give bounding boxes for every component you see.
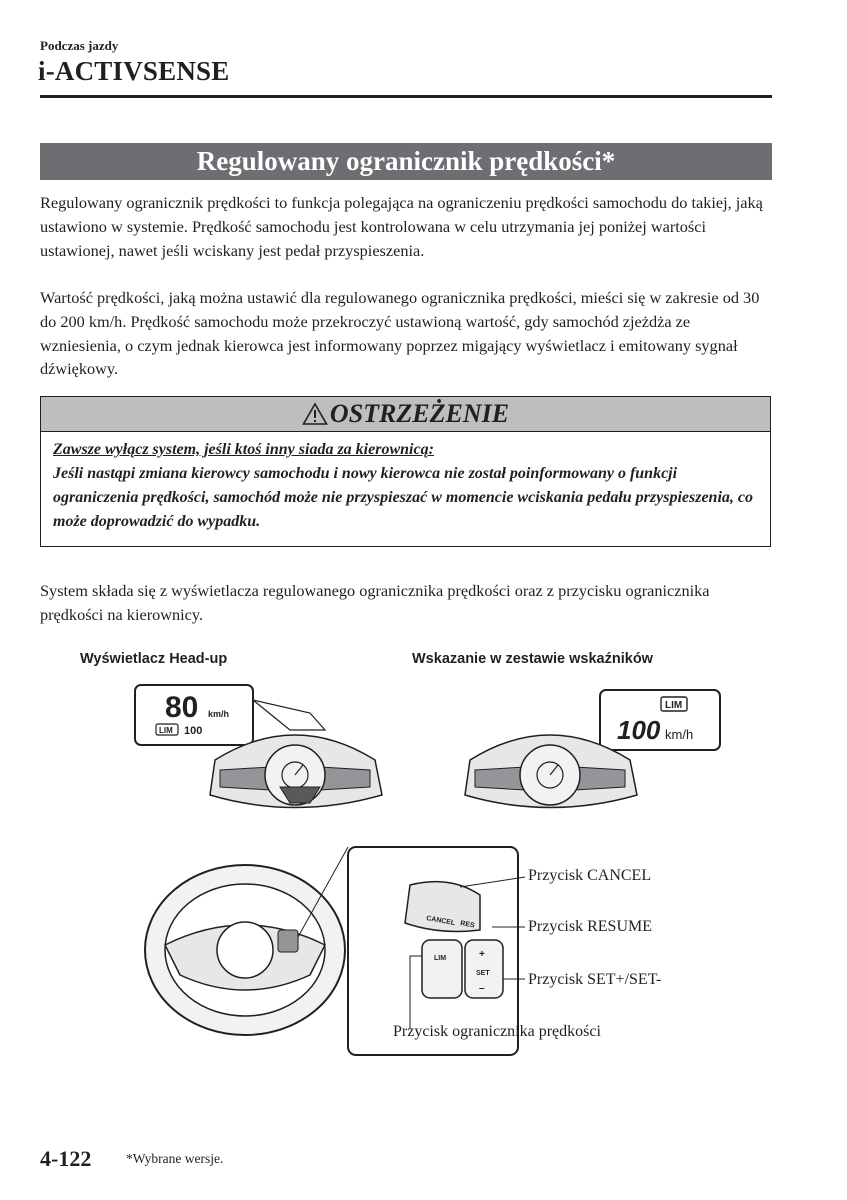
page-title: Regulowany ogranicznik prędkości* <box>40 143 772 180</box>
system-figure <box>120 675 740 1085</box>
hud-unit: km/h <box>208 709 230 719</box>
switch-res-text: RES <box>459 920 476 930</box>
hud-set-speed: 100 <box>184 725 203 737</box>
cluster-speed: 100 <box>617 715 661 745</box>
warning-box <box>40 396 771 547</box>
hud-display-illustration <box>135 685 382 808</box>
steering-wheel-illustration <box>145 847 348 1035</box>
cancel-callout: Przycisk CANCEL <box>528 867 652 884</box>
resume-callout: Przycisk RESUME <box>528 918 652 935</box>
switch-set-text: SET <box>476 970 490 977</box>
footnote: *Wybrane wersje. <box>126 1151 224 1166</box>
switch-minus-text: – <box>479 983 485 994</box>
chapter-title: i-ACTIVSENSE <box>38 56 230 86</box>
intro-paragraph: Regulowany ogranicznik prędkości to funkcja polegająca na ograniczeniu prędkości samochodu do takiej, jaką ustawiono w systemie. Prędkość samochodu jest kontrolowana w celu utrzymania jej poniżej wartości ustawionej, nawet jeśli wciskany jest pedał przyspieszenia. <box>40 193 763 260</box>
limiter-callout: Przycisk ogranicznika prędkości <box>393 1023 601 1040</box>
cluster-display-illustration <box>465 690 720 808</box>
switch-cancel-text: CANCEL <box>425 915 456 928</box>
warning-header <box>41 397 770 432</box>
hud-lim: LIM <box>159 726 173 735</box>
warning-heading: OSTRZEŻENIE <box>329 399 510 428</box>
header-rule <box>40 95 772 98</box>
system-paragraph: System składa się z wyświetlacza regulowanego ogranicznika prędkości oraz z przycisku ogranicznika prędkości na kierownicy. <box>40 581 710 624</box>
hud-label: Wyświetlacz Head-up <box>80 651 228 667</box>
cluster-label: Wskazanie w zestawie wskaźników <box>412 651 653 667</box>
warning-triangle-icon <box>302 402 328 426</box>
range-paragraph: Wartość prędkości, jaką można ustawić dla regulowanego ogranicznika prędkości, mieści się w zakresie od 30 do 200 km/h. Prędkość samochodu może przekroczyć ustawioną wartość, gdy samochód zjeżdża ze wzniesienia, o czym jednak kierowca jest informowany poprzez migający wyświetlacz i emitowany sygnał dźwiękowy. <box>40 288 760 379</box>
warning-body: Jeśli nastąpi zmiana kierowcy samochodu i nowy kierowca nie został poinformowany o funkcji ograniczenia prędkości, samochód może nie przyspieszać w momencie wciskania pedału przyspieszenia, co może doprowadzić do wypadku. <box>53 465 753 530</box>
cluster-lim: LIM <box>665 700 683 711</box>
section-label: Podczas jazdy <box>40 38 119 53</box>
switch-lim-text: LIM <box>434 955 447 962</box>
cluster-unit: km/h <box>665 727 694 742</box>
set-callout: Przycisk SET+/SET- <box>528 971 662 988</box>
hud-speed: 80 <box>165 691 199 724</box>
warning-underlined: Zawsze wyłącz system, jeśli ktoś inny siada za kierownicą: <box>53 441 434 458</box>
switch-plus-text: + <box>479 949 485 960</box>
page-number: 4-122 <box>40 1146 92 1171</box>
